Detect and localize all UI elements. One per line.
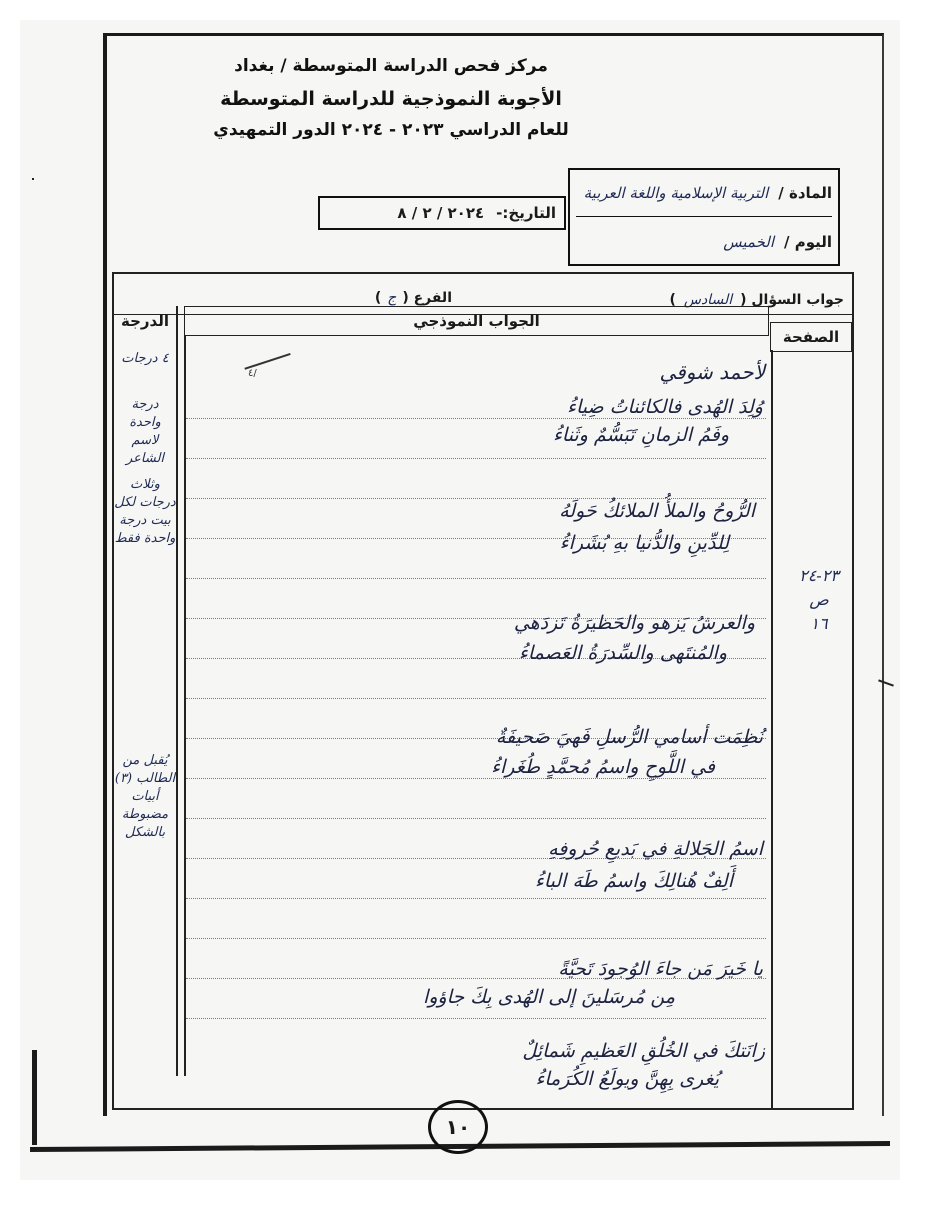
grade-column-header: الدرجة: [121, 312, 169, 330]
verse-line: يُغرى بِهِنَّ ويولَعُ الكُرَماءُ: [535, 1068, 719, 1090]
subject-row: [576, 170, 832, 217]
branch-value: ج: [387, 290, 397, 306]
ruled-line: [186, 418, 766, 419]
page-column-header: الصفحة: [770, 322, 852, 352]
verse-line: لِلدِّينِ والدُّنيا بهِ بُشَراءُ: [559, 532, 729, 554]
page-ref-range: ٢٣-٢٤: [799, 566, 839, 585]
grade-note: ٤ درجات: [121, 351, 169, 366]
day-value: الخميس: [723, 233, 774, 251]
ruled-line: [186, 498, 766, 499]
page-ref-number: ١٦: [810, 614, 828, 633]
verse-line: أَلِفٌ هُنالِكَ واسمُ طَهَ الباءُ: [534, 870, 733, 892]
date-value: ٢٠٢٤ / ٢ / ٨: [397, 204, 485, 222]
center-name: مركز فحص الدراسة المتوسطة / بغداد: [234, 56, 548, 76]
column-divider: [771, 350, 773, 1110]
page-ref-label: ص: [809, 590, 829, 609]
day-row: [576, 219, 832, 265]
grade-note: درجة واحدة لاسم الشاعر: [125, 397, 165, 466]
date-label: التاريخ:-: [496, 204, 556, 222]
margin-mark: [32, 178, 34, 180]
page-reference: [789, 564, 849, 636]
ruled-line: [186, 938, 766, 939]
verse-line: زانَتكَ في الخُلُقِ العَظيمِ شَمائِلٌ: [522, 1040, 765, 1062]
grade-note: يُقبل من الطالب (٣) أبيات مضبوطة بالشكل: [114, 753, 176, 840]
verse-line: نُظِمَت أسامي الرُّسلِ فَهيَ صَحيفَةٌ: [495, 726, 763, 748]
page-number: ١٠: [428, 1100, 488, 1154]
verse-line: في اللَّوحِ واسمُ مُحمَّدٍ طُغَراءُ: [491, 756, 715, 778]
column-divider: [184, 336, 186, 1076]
column-divider: [176, 306, 178, 1076]
answer-column-header: الجواب النموذجي: [184, 306, 769, 336]
date-box: [318, 196, 566, 230]
verse-line: يا خَيرَ مَن جاءَ الوُجودَ تَحيَّةً: [558, 958, 763, 980]
academic-year: للعام الدراسي ٢٠٢٣ - ٢٠٢٤ الدور التمهيدي: [213, 120, 569, 140]
ruled-line: [186, 578, 766, 579]
question-label-text: جواب السؤال (: [740, 292, 844, 308]
question-number: السادس: [683, 292, 733, 308]
ruled-line: [186, 698, 766, 699]
verse-line: والمُنتَهى والسِّدرَةُ العَصماءُ: [518, 642, 727, 664]
ruled-line: [186, 898, 766, 899]
grade-note: وثلاث درجات لكل بيت درجة واحدة فقط: [114, 477, 176, 546]
branch-close: ): [374, 290, 382, 306]
grader-mark-text: ٤/: [248, 368, 257, 379]
verse-line: اسمُ الجَلالةِ في بَديعِ حُروفِهِ: [548, 838, 763, 860]
question-close: ): [669, 292, 676, 308]
day-label: اليوم /: [784, 233, 832, 251]
document-title: الأجوبة النموذجية للدراسة المتوسطة: [220, 88, 562, 110]
poet-name: لأحمد شوقي: [659, 360, 765, 384]
ruled-line: [186, 818, 766, 819]
verse-line: مِن مُرسَلينَ إلى الهُدى بِكَ جاؤوا: [423, 986, 675, 1008]
ruled-line: [186, 458, 766, 459]
branch-label-text: الفرع (: [402, 290, 452, 306]
verse-line: والعرشُ يَزهو والحَظيرَةُ تَزدَهي: [513, 612, 755, 634]
branch-label: [375, 290, 452, 306]
page-frame-corner: [32, 1050, 37, 1145]
verse-line: الرُّوحُ والملأُ الملائكُ حَولَهُ: [559, 500, 755, 522]
ruled-line: [186, 1018, 766, 1019]
subject-label: المادة /: [778, 184, 832, 202]
subject-value: التربية الإسلامية واللغة العربية: [583, 184, 769, 202]
subject-box: [568, 168, 840, 266]
verse-line: وُلِدَ الهُدى فالكائناتُ ضِياءُ: [567, 396, 763, 418]
ruled-line: [186, 778, 766, 779]
verse-line: وفَمُ الزمانِ تَبَسُّمٌ وثَناءُ: [552, 424, 729, 446]
